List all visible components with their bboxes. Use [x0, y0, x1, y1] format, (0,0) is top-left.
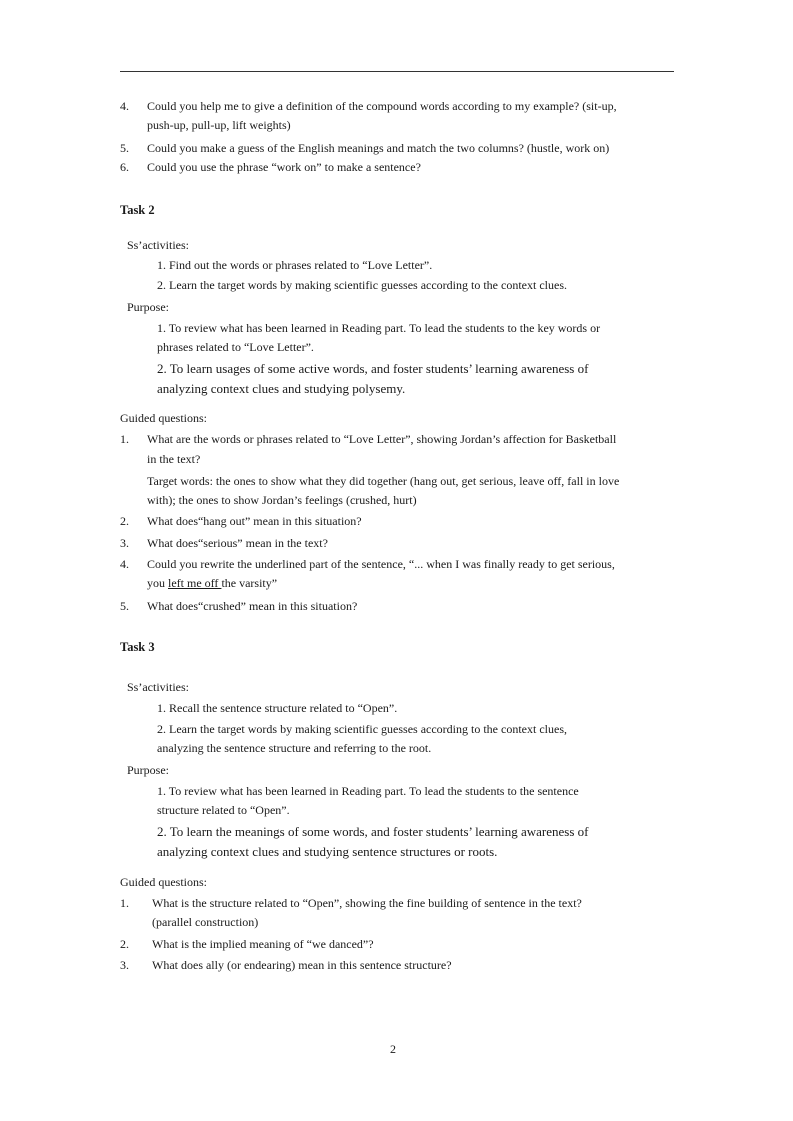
- question-text: Could you use the phrase “work on” to make a sentence?: [147, 160, 421, 174]
- guided-questions-label: Guided questions:: [120, 875, 207, 889]
- purpose-item: analyzing context clues and studying polysemy.: [157, 381, 406, 396]
- activities-label: Ss’activities:: [127, 680, 189, 694]
- list-number: 6.: [120, 160, 129, 174]
- question-text: What are the words or phrases related to “Love Letter”, showing Jordan’s affection for Basketball: [147, 432, 617, 446]
- activity-item: analyzing the sentence structure and referring to the root.: [157, 741, 432, 755]
- purpose-item: 1. To review what has been learned in Reading part. To lead the students to the key words or: [157, 321, 601, 335]
- activity-item: 2. Learn the target words by making scientific guesses according to the context clues.: [157, 278, 567, 292]
- question-text: What is the structure related to “Open”, showing the fine building of sentence in the text?: [152, 896, 582, 910]
- page-number: 2: [390, 1042, 396, 1056]
- purpose-item: structure related to “Open”.: [157, 803, 290, 817]
- purpose-label: Purpose:: [127, 763, 169, 777]
- section-heading: Task 2: [120, 203, 155, 217]
- list-number: 2.: [120, 937, 129, 951]
- list-number: 5.: [120, 141, 129, 155]
- list-number: 3.: [120, 958, 129, 972]
- header-rule: [120, 71, 674, 72]
- question-text: Could you help me to give a definition of the compound words according to my example? (sit-up,: [147, 99, 617, 113]
- target-words: with); the ones to show Jordan’s feelings (crushed, hurt): [147, 493, 417, 507]
- list-number: 2.: [120, 514, 129, 528]
- purpose-item: 2. To learn the meanings of some words, and foster students’ learning awareness of: [157, 824, 589, 839]
- activity-item: 1. Find out the words or phrases related to “Love Letter”.: [157, 258, 433, 272]
- question-text: Could you make a guess of the English meanings and match the two columns? (hustle, work on): [147, 141, 610, 155]
- question-text: Could you rewrite the underlined part of the sentence, “... when I was finally ready to get serious,: [147, 557, 615, 571]
- question-text: What does“serious” mean in the text?: [147, 536, 328, 550]
- list-number: 5.: [120, 599, 129, 613]
- question-text: What does“hang out” mean in this situation?: [147, 514, 362, 528]
- list-number: 3.: [120, 536, 129, 550]
- target-words: Target words: the ones to show what they did together (hang out, get serious, leave off, fall in love: [147, 474, 620, 488]
- purpose-item: 2. To learn usages of some active words, and foster students’ learning awareness of: [157, 361, 589, 376]
- activity-item: 2. Learn the target words by making scientific guesses according to the context clues,: [157, 722, 567, 736]
- section-heading: Task 3: [120, 640, 155, 654]
- question-text: [147, 576, 277, 590]
- question-text: What does ally (or endearing) mean in this sentence structure?: [152, 958, 452, 972]
- question-text: What does“crushed” mean in this situation?: [147, 599, 358, 613]
- list-number: 1.: [120, 432, 129, 446]
- purpose-item: 1. To review what has been learned in Reading part. To lead the students to the sentence: [157, 784, 579, 798]
- list-number: 1.: [120, 896, 129, 910]
- activity-item: 1. Recall the sentence structure related to “Open”.: [157, 701, 398, 715]
- question-text: (parallel construction): [152, 915, 259, 929]
- question-text: in the text?: [147, 452, 201, 466]
- question-text-part: the varsity”: [221, 576, 278, 590]
- purpose-label: Purpose:: [127, 300, 169, 314]
- purpose-item: phrases related to “Love Letter”.: [157, 340, 314, 354]
- question-text: push-up, pull-up, lift weights): [147, 118, 291, 132]
- underlined-phrase: left me off: [168, 576, 222, 590]
- question-text-part: you: [147, 576, 168, 590]
- purpose-item: analyzing context clues and studying sentence structures or roots.: [157, 844, 498, 859]
- activities-label: Ss’activities:: [127, 238, 189, 252]
- list-number: 4.: [120, 99, 129, 113]
- question-text: What is the implied meaning of “we danced”?: [152, 937, 374, 951]
- guided-questions-label: Guided questions:: [120, 411, 207, 425]
- list-number: 4.: [120, 557, 129, 571]
